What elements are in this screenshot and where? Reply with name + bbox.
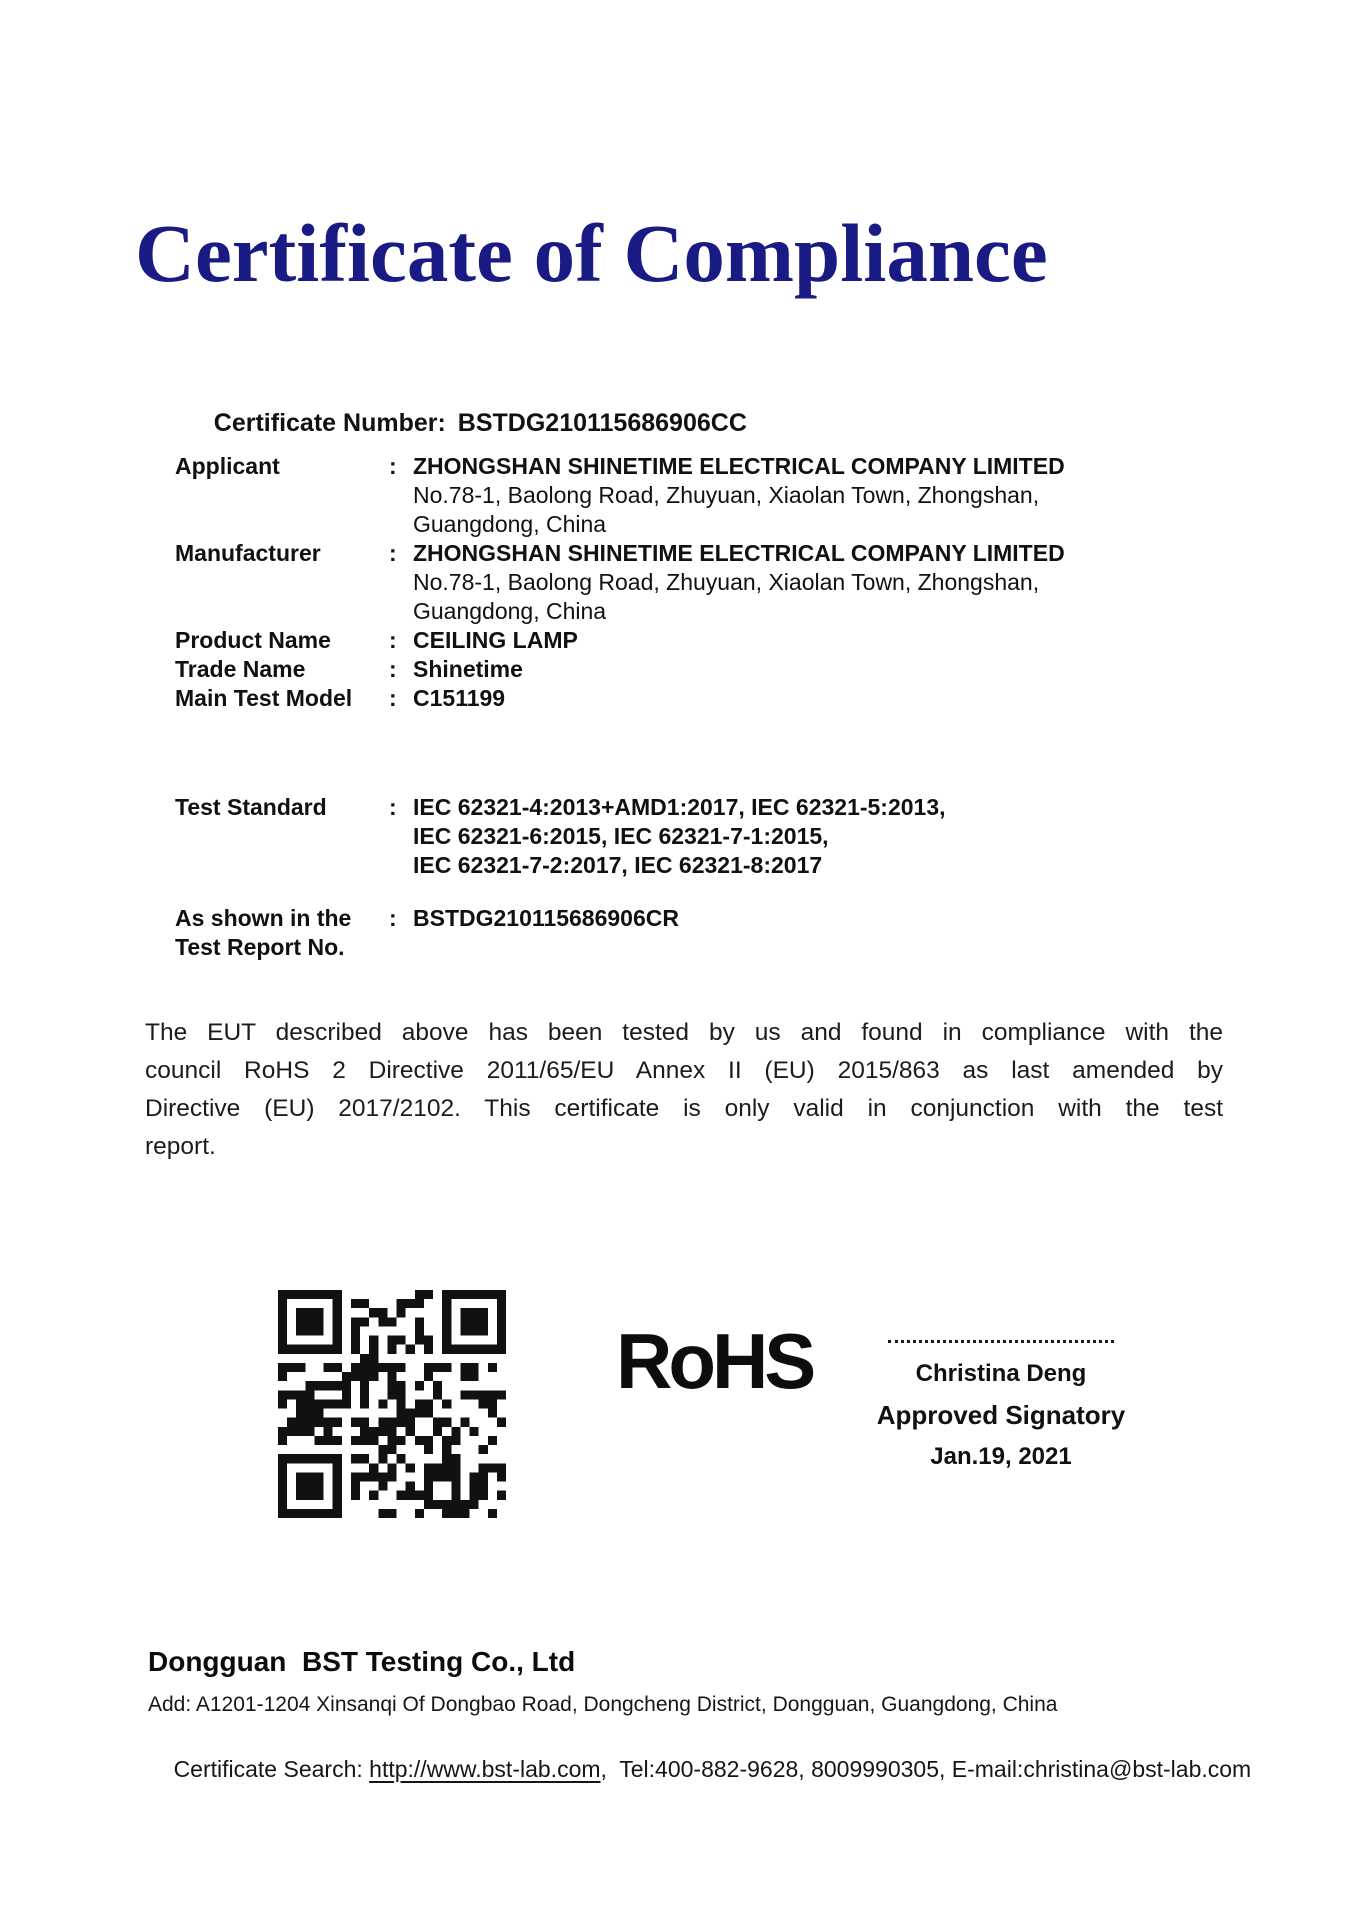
applicant-address-2: Guangdong, China	[413, 511, 607, 537]
product-name-label: Product Name	[175, 627, 331, 653]
page-title: Certificate of Compliance	[135, 207, 1048, 299]
statement-line-1: The EUT described above has been tested by us and found in compliance with the	[145, 1019, 1223, 1046]
qr-code	[278, 1290, 506, 1518]
test-report-row	[175, 904, 1195, 962]
certificate-info-table	[175, 452, 1195, 962]
signature-dotted-line	[888, 1340, 1114, 1343]
test-standard-label: Test Standard	[175, 794, 327, 820]
certificate-search-label: Certificate Search:	[173, 1756, 370, 1782]
trade-name-label: Trade Name	[175, 656, 306, 682]
colon: :	[389, 656, 397, 682]
test-standard-value	[413, 793, 1195, 880]
manufacturer-address-2: Guangdong, China	[413, 598, 607, 624]
main-test-model-label: Main Test Model	[175, 685, 353, 711]
certificate-search-line	[148, 1729, 1251, 1810]
manufacturer-row	[175, 539, 1195, 626]
applicant-value	[413, 452, 1195, 539]
colon: :	[389, 453, 397, 479]
trade-name-row	[175, 655, 1195, 684]
lab-company-name: Dongguan BST Testing Co., Ltd	[148, 1646, 576, 1677]
statement-line-2: council RoHS 2 Directive 2011/65/EU Annex II (EU) 2015/863 as last amended by	[145, 1057, 1223, 1084]
manufacturer-address-1: No.78-1, Baolong Road, Zhuyuan, Xiaolan Town, Zhongshan,	[413, 569, 1040, 595]
certificate-number-label: Certificate Number:	[213, 409, 446, 437]
colon: :	[389, 540, 397, 566]
applicant-row	[175, 452, 1195, 539]
certificate-number-value: BSTDG210115686906CC	[457, 409, 747, 437]
colon: :	[389, 685, 397, 711]
test-standard-row	[175, 793, 1195, 880]
compliance-statement	[145, 1014, 1223, 1166]
contact-details: , Tel:400-882-9628, 8009990305, E-mail:christina@bst-lab.com	[600, 1756, 1252, 1782]
colon: :	[389, 794, 397, 820]
applicant-address-1: No.78-1, Baolong Road, Zhuyuan, Xiaolan Town, Zhongshan,	[413, 482, 1040, 508]
test-report-label	[175, 904, 389, 962]
test-report-value: BSTDG210115686906CR	[413, 905, 679, 931]
signatory-name: Christina Deng	[915, 1360, 1087, 1387]
manufacturer-value	[413, 539, 1195, 626]
statement-line-3: Directive (EU) 2017/2102. This certificate is only valid in conjunction with the test	[145, 1095, 1223, 1122]
signature-date: Jan.19, 2021	[930, 1443, 1072, 1470]
lab-address: Add: A1201-1204 Xinsanqi Of Dongbao Road, Dongcheng District, Dongguan, Guangdong, China	[148, 1693, 1058, 1716]
manufacturer-name: ZHONGSHAN SHINETIME ELECTRICAL COMPANY LIMITED	[413, 540, 1065, 566]
main-test-model-value: C151199	[413, 685, 506, 711]
test-standard-line-3: IEC 62321-7-2:2017, IEC 62321-8:2017	[413, 852, 823, 878]
trade-name-value: Shinetime	[413, 656, 523, 682]
signatory-role: Approved Signatory	[876, 1400, 1126, 1430]
main-test-model-row	[175, 684, 1195, 713]
test-standard-line-2: IEC 62321-6:2015, IEC 62321-7-1:2015,	[413, 823, 829, 849]
applicant-label: Applicant	[175, 453, 280, 479]
product-name-row	[175, 626, 1195, 655]
rohs-logo: RoHS	[616, 1317, 813, 1405]
colon: :	[389, 905, 397, 931]
applicant-name: ZHONGSHAN SHINETIME ELECTRICAL COMPANY LIMITED	[413, 453, 1065, 479]
signature-block	[868, 1340, 1134, 1471]
manufacturer-label: Manufacturer	[175, 540, 321, 566]
statement-line-4: report.	[145, 1133, 216, 1160]
test-standard-line-1: IEC 62321-4:2013+AMD1:2017, IEC 62321-5:2013,	[413, 794, 946, 820]
test-report-label-line-1: As shown in the	[175, 905, 352, 931]
colon: :	[389, 627, 397, 653]
product-name-value: CEILING LAMP	[413, 627, 578, 653]
test-report-label-line-2: Test Report No.	[175, 934, 345, 960]
certificate-search-link[interactable]: http://www.bst-lab.com	[369, 1756, 601, 1782]
